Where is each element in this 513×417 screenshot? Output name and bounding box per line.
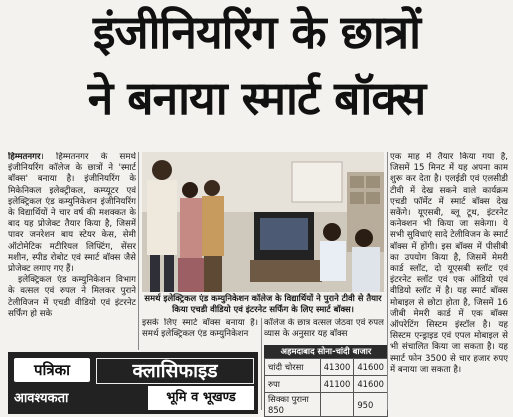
column-divider bbox=[387, 152, 388, 410]
patrika-logo: पत्रिका bbox=[14, 358, 90, 382]
market-value: 950 bbox=[354, 393, 388, 417]
market-item: चांदी चोरसा bbox=[265, 359, 321, 376]
article-column-2b bbox=[264, 318, 384, 342]
article-column-2a bbox=[142, 318, 258, 342]
article-column-3 bbox=[390, 152, 508, 410]
article-paragraph-2: इलेक्ट्रिकल एंड कम्युनिकेशन विभाग के वत्सल एवं रुपल ने मिलकर पुराने टेलीविजन में एचडी वीडियो एवं इंटरनेट सर्फिंग हो सके bbox=[8, 275, 136, 319]
article-text-2b: कॉलेज के छात्र वत्सल जेठवा एवं रुपल व्यास के अनुसार यह बॉक्स bbox=[264, 318, 384, 340]
section-land: भूमि व भूखण्ड bbox=[148, 386, 254, 410]
bullion-market-box bbox=[264, 345, 388, 414]
market-value: 41600 bbox=[354, 359, 388, 376]
classified-banner bbox=[8, 352, 258, 414]
article-text-3: एक माह में तैयार किया गया है, जिसमें 15 मिनट में यह अपना काम शुरू कर देता है। एलईडी एवं एलसीडी टीवी में देख सकने वाले कार्यक्रम एचडी फॉर्मेट में स्मार्ट बॉक्स देख सकेंगे। यूएसबी, ब्लू टूथ, इंटरनेट कनेक्शन भी किया जा सकेगा। ये सभी सुविधाएं सादे टेलीविजन के स्मार्ट बॉक्स में होंगी। इस बॉक्स में पीसीबी का उपयोग किया है, जिसमें मेमरी कार्ड स्लॉट, दो यूएसबी स्लॉट एवं इंटरनेट स्लॉट एवं एक ऑडियो एवं वीडियो स्लॉट में है। यह स्मार्ट बॉक्स मोबाइल से छोटा होता है, जिसमें 16 जीबी मेमरी कार्ड में एक बॉक्स ऑपरेटिंग सिस्टम इंस्टॉल है। यह सिस्टम एन्ड्राइड एवं एपल मोबाइल से भी संचालित किया जा सकता है। यह स्मार्ट फोन 3500 से चार हजार रुपए में बनाया जा सकता है। bbox=[390, 152, 508, 375]
dateline: हिम्मतनगर bbox=[8, 152, 41, 162]
market-value: 41300 bbox=[320, 359, 354, 376]
market-item: रुपा bbox=[265, 376, 321, 393]
market-value: 41600 bbox=[354, 376, 388, 393]
market-table bbox=[264, 358, 388, 417]
table-row bbox=[265, 359, 388, 376]
photo-illustration bbox=[142, 152, 384, 292]
article-text-2a: इसके लिए स्मार्ट बॉक्स बनाया है। समर्थ इलेक्ट्रिकल एंड कम्युनिकेशन bbox=[142, 318, 258, 340]
market-item: सिक्का पुराना 850 bbox=[265, 393, 321, 417]
market-value bbox=[320, 393, 354, 417]
table-row bbox=[265, 376, 388, 393]
classified-heading: क्लासिफाइड bbox=[96, 358, 254, 384]
section-need: आवश्यकता bbox=[14, 391, 69, 406]
headline-line-1: इंजीनियरिंग के छात्रों bbox=[92, 5, 421, 59]
article-paragraph-1: । हिम्मतनगर के समर्थ इंजीनियरिंग कॉलेज के छात्रों ने 'स्मार्ट बॉक्स' बनाया है। इंजीनियरिंग के मिकेनिकल इलेक्ट्रीकल, कम्प्यूटर एवं इलेक्ट्रिकल एंड कम्युनिकेशन इंजीनियरिंग के विद्यार्थियों ने चार वर्ष की मशक्कत के बाद यह प्रोजेक्ट तैयार किया है, जिसमें पावर जनरेशन बाय स्टेयर केस, सेमी ऑटोमेटिक मटीरियल लिफ्टिंग, सेंसर मशीन, स्पीड रोबोट एवं स्मार्ट बॉक्स जैसे प्रोजेक्ट लगाए गए हैं। bbox=[8, 152, 136, 275]
column-divider bbox=[138, 152, 139, 350]
news-photo bbox=[142, 152, 384, 292]
article-column-1 bbox=[8, 152, 136, 352]
market-title: अहमदाबाद सोना-चांदी बाजार bbox=[264, 345, 388, 358]
market-value: 41100 bbox=[320, 376, 354, 393]
headline-line-2: ने बनाया स्मार्ट बॉक्स bbox=[87, 71, 426, 125]
photo-caption: समर्थ इलेक्ट्रिकल एंड कम्युनिकेशन कॉलेज के विद्यार्थियों ने पुराने टीवी से तैयार किया एचडी वीडियो एवं इंटरनेट सर्फिंग के लिए स्मार्ट बॉक्स। bbox=[144, 293, 382, 314]
column-divider bbox=[261, 318, 262, 410]
table-row bbox=[265, 393, 388, 417]
